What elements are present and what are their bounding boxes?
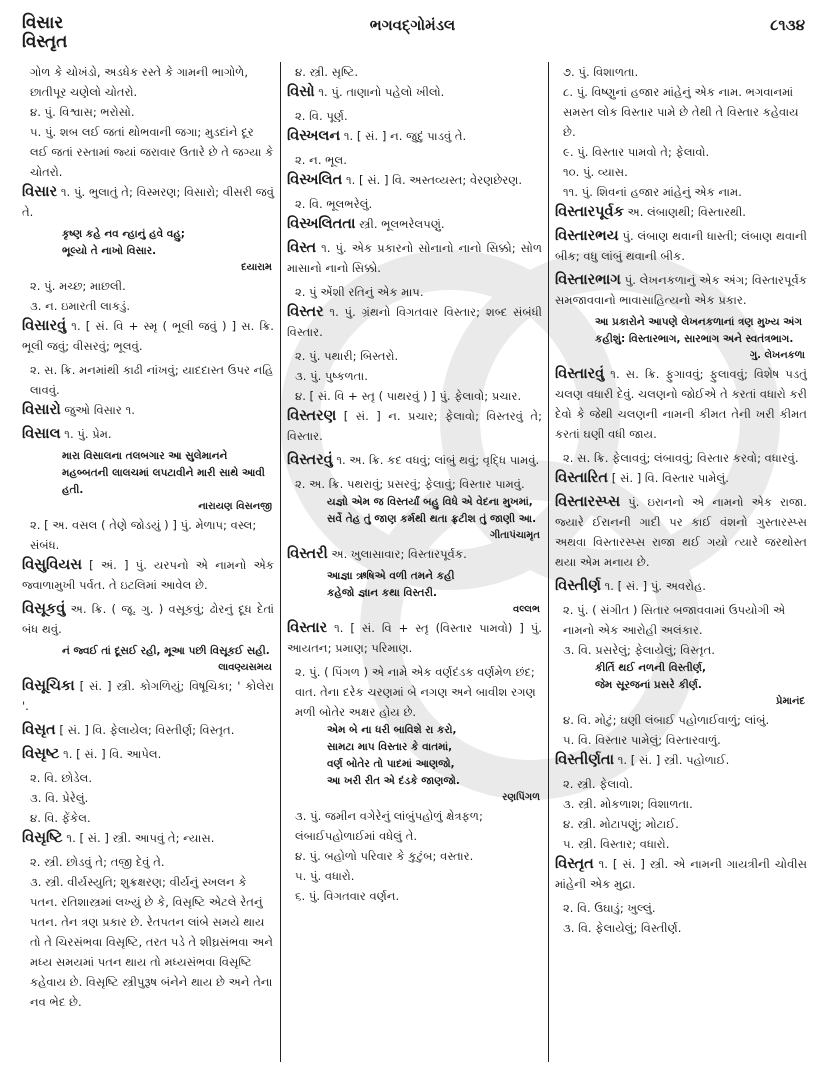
dictionary-entry	[22, 676, 274, 716]
sense-definition: ૨. વિ. છોડેલ.	[30, 771, 93, 785]
sense-definition: ૪. વિ. મોટું; ઘણી લંબાઈ પહોળાઈવાળું; લાંબું.	[563, 713, 770, 727]
definition-text: ૧. પું. પ્રેમ.	[60, 427, 112, 441]
definition-text: ૧. [ સં. ] વિ. અસ્તવ્યસ્ત; વેરણછેરણ.	[342, 173, 523, 187]
dictionary-entry	[287, 214, 542, 234]
page-header	[0, 14, 825, 54]
sense-definition: ૩. સ્ત્રી. વીર્યસ્યુતિ; શુક્રક્ષરણ; વીર્યનું સ્ખલન કે પતન. રતિશાસ્ત્રમાં લખ્યું છે કે, વિસૃષ્ટિ એટલે રેતનું પતન. તેન ત્રણ પ્રકાર છે. રેતપતન લાંબે સમયે થાય તો તે ચિરસંભવા વિસૃષ્ટિ, તરત પડે તે શીઘ્રસંભવા અને મધ્ય સમયમાં પતન થાય તો મધ્યસંભવા વિસૃષ્ટિ કહેવાય છે. વિસૃષ્ટિ સ્ત્રીપુરૂષ બંનેને થાય છે અને તેના નવ ભેદ છે.	[30, 875, 273, 1009]
quote-attribution: નારાયણ વિસનજી	[198, 501, 272, 512]
sense-definition: ૨. પું એંશી રતિનું એક માપ.	[295, 285, 424, 299]
dictionary-entry	[22, 744, 274, 764]
dictionary-entry	[555, 202, 807, 222]
definition-text: અ. લંબાણથી; વિસ્તારથી.	[623, 205, 746, 219]
sense-definition: ૩. પું. પુષ્કળતા.	[295, 369, 368, 383]
quote-attribution: ગુ. લેખનકળા	[749, 350, 805, 361]
dictionary-entry	[287, 302, 542, 342]
sense-definition: ૧૧. પું. શિવનાં હજાર માંહેનું એક નામ.	[563, 185, 742, 199]
headword: વિસ્ખલન	[287, 128, 341, 144]
dictionary-entry	[287, 406, 542, 446]
headword: વિસો	[287, 84, 315, 100]
dictionary-entry	[555, 468, 807, 488]
headword: વિસ્તરવું	[287, 452, 333, 468]
definition-text: પું. લેખનકળાનું એક અંગ; વિસ્તારપૂર્વક સમજાવવાનો ભાવાસાહિત્યનો એક પ્રકાર.	[555, 273, 807, 307]
definition-text: સ્ત્રી. ભૂલભરેલપણું.	[355, 217, 445, 231]
dictionary-entry	[555, 364, 807, 444]
dictionary-entry	[287, 170, 542, 190]
definition-text: ૧. [ સં. ] વિ. આપેલ.	[59, 747, 162, 761]
definition-text: ૧. [ સં. ] સ્ત્રી. પહોળાઈ.	[614, 753, 730, 767]
headword: વિસ્ખલિત	[287, 172, 343, 188]
definition-text: ૧. [ સં. વિ + સ્મૃ ( ભૂલી જવું ) ] સ. ક્રિ. ભૂલી જવું; વીસરવું; ભૂલવું.	[22, 319, 274, 353]
headword: વિસૃષ્ટિ	[22, 830, 63, 846]
definition-text: [ સં. ] સ્ત્રી. કોગળિયું; વિષૂચિકા; ' કોલેરા '.	[22, 679, 274, 713]
sense-definition: ૫. પું. વધારો.	[295, 869, 355, 883]
dictionary-entry	[287, 126, 542, 146]
sense-definition: ૫. પું. શબ લઈ જતાં થોભવાની જગા; મુડદાંને દૂર લઈ જતાં રસ્તામાં જ્યાં જરાવાર ઉતારે છે તે જગ્યા કે ચોતરો.	[30, 125, 274, 179]
dictionary-entry	[287, 618, 542, 658]
sense-definition: ૫. વિ. વિસ્તાર પામેલું; વિસ્તારવાળું.	[563, 733, 721, 747]
dictionary-entry	[287, 82, 542, 102]
definition-text: અ. ક્રિ. ( જૂ. ગુ. ) વસૂકવું; ઢોરનું દૂધ દેતાં બંધ થવું.	[22, 602, 274, 636]
sense-definition: ૩. વિ. પ્રેરેલું.	[30, 791, 89, 805]
definition-text: ૧. [ સં. વિ + સ્તૃ (વિસ્તાર પામવો) ] પું. આયતન; પ્રમાણ; પરિમાણ.	[287, 621, 542, 655]
definition-text: પું. લંબાણ થવાની ધાસ્તી; લંબાણ થવાની બીક; વધુ લાંબું થવાની બીક.	[555, 229, 807, 263]
headword: વિસ્તારવું	[555, 366, 605, 382]
headword: વિસ્તારભાગ	[555, 272, 621, 288]
sense-definition: ૨. ન. ભૂલ.	[295, 153, 347, 167]
quotation: આ પ્રકારોને આપણે લેખનકળાનાં ત્રણ મુખ્ય અંગ કહીશું: વિસ્તારભાગ, સારભાગ અને સ્વતંત્રભાગ.	[595, 316, 802, 345]
sense-definition: ૩. પું. જમીન વગેરેનું લાંબુંપહોળું ક્ષેત્રફળ; લંબાઈપહોળાઈમાં વધેલું તે.	[295, 809, 483, 843]
sense-definition: ૨. સ્ત્રી. છોડવું તે; તજી દેવું તે.	[30, 855, 165, 869]
definition-text: જુઓ વિસાર ૧.	[60, 403, 135, 417]
headword: વિસ્તારિત	[555, 470, 609, 486]
definition-text: [ અં. ] પું. યરપનો એ નામનો એક જ્વાળામુખી પર્વત. તે ઇટલિમાં આવેલ છે.	[22, 558, 274, 592]
sense-definition: ૨. વિ. ભૂલભરેલું.	[295, 197, 373, 211]
dictionary-entry	[22, 555, 274, 595]
headword: વિસારવું	[22, 318, 67, 334]
sense-definition: ૪. વિ. ફેંકેલ.	[30, 811, 91, 825]
headword: વિસુવિયસ	[22, 557, 82, 573]
quotation: આજ્ઞા ઋષિએ વળી તમને કહી	[327, 570, 455, 582]
sense-definition: ૨. વિ. પૂર્ણ.	[295, 109, 348, 123]
headword: વિસૃત	[22, 722, 56, 738]
sense-definition: ૪. સ્ત્રી. મોટાપણું; મોટાઈ.	[563, 817, 679, 831]
quotation: ભૂલ્યો તે નાખો વિસાર.	[62, 245, 157, 257]
continued-definition: ગોળ કે ચોખંડો, અડધેક રસ્તે કે ગામની ભાગોળે, છાતીપૂર ચણેલો ચોતરો.	[30, 65, 249, 99]
headword: વિસ્તીર્ણ	[555, 578, 601, 594]
quote-attribution: વલ્લભ	[513, 604, 540, 615]
dictionary-columns	[18, 62, 813, 1072]
definition-text: [ સં. ] વિ. વિસ્તાર પામેલું.	[608, 471, 729, 485]
headword: વિસ્તૃત	[555, 856, 594, 872]
headword: વિસૂકવું	[22, 601, 66, 617]
sense-definition: ૬. પું. વિગતવાર વર્ણન.	[295, 889, 400, 903]
sense-definition: ૨. સ. ક્રિ. ફેલાવવું; લંબાવવું; વિસ્તાર કરવો; વધારવું.	[563, 451, 799, 465]
definition-text: ૧. [ સં. ] સ્ત્રી. આપવું તે; ન્યાસ.	[62, 831, 215, 845]
dictionary-entry	[555, 492, 807, 572]
quote-attribution: લાવણ્યસમય	[218, 662, 272, 673]
sense-definition: ૨. સ્ત્રી. ફેલાવો.	[563, 777, 633, 791]
definition-text: અ. ખુલાસાવાર; વિસ્તારપૂર્વક.	[327, 547, 467, 561]
dictionary-entry	[287, 544, 542, 564]
definition-text: ૧. પું. ગ્રંથનો વિગતવાર વિસ્તાર; શબ્દ સંબંધી વિસ્તાર.	[287, 305, 542, 339]
sense-definition: ૪. પું. બહોળો પરિવાર કે કુટુંબ; વસ્તાર.	[295, 849, 474, 863]
sense-definition: ૩. સ્ત્રી. મોકળાશ; વિશાળતા.	[563, 797, 693, 811]
headword: વિસ્તારભય	[555, 228, 619, 244]
dictionary-entry	[22, 182, 274, 222]
sense-definition: ૩. વિ. પ્રસરેલું; ફેલાયેલું; વિસ્તૃત.	[563, 643, 715, 657]
definition-text: ૧. અ. ક્રિ. કદ વધવું; લાંબું થવું; વૃદ્ધિ પામવું.	[332, 453, 540, 467]
headword: વિસ્તારસ્પ્સ	[555, 494, 621, 510]
headword: વિસ્તાર	[287, 620, 328, 636]
sense-definition: ૩. ન. ઇમારતી લાકડું.	[30, 299, 131, 313]
headword: વિસારો	[22, 402, 61, 418]
quotation: કૃષ્ણ કહે નવ ન્હાનું હવે વહુ;	[62, 228, 185, 240]
sense-definition: ૨. પું. મચ્છ; માછલી.	[30, 279, 126, 293]
dictionary-entry	[555, 750, 807, 770]
quotation: સામટા માપ વિસ્તાર કે વાતમાં,	[327, 741, 453, 753]
sense-definition: ૩. વિ. ફેલાયેલું; વિસ્તીર્ણ.	[563, 921, 682, 935]
dictionary-entry	[555, 226, 807, 266]
quotation: વર્ણ બોતેર તો પાદમાં આણજો,	[327, 758, 455, 770]
sense-definition: ૨. સ. ક્રિ. મનમાંથી કાઢી નાંખવું; યાદદાસ્ત ઉપર નહિ લાવવું.	[30, 363, 274, 397]
sense-definition: ૨. વિ. ઉઘાડું; ખુલ્લું.	[563, 901, 656, 915]
definition-text: ૧. [ સં. ] પું. અવરોહ.	[600, 579, 706, 593]
sense-definition: ૯. પું. વિસ્તાર પામવો તે; ફેલાવો.	[563, 145, 710, 159]
headword: વિસ્તીર્ણતા	[555, 752, 615, 768]
sense-definition: ૪. [ સં. વિ + સ્તૃ ( પાથરવું ) ] પું. ફેલાવો; પ્રચાર.	[295, 389, 522, 403]
sense-definition: ૨. [ અ. વસલ ( તેણે જોડયું ) ] પું. મેળાપ; વસ્લ; સંબંધ.	[30, 518, 257, 552]
definition-text: પું. ઇરાનનો એ નામનો એક રાજા. જ્યારે ઈરાનની ગાદી પર કાઈ વંશનો ગુસ્તારસ્પ્સ અથવા વિસ્તારસ્પ્સ રાજા થઈ ગયો ત્યારે જરથોસ્ત થયા એમ મનાય છે.	[555, 495, 807, 569]
quotation: કીર્તિ થઈ નળની વિસ્તીર્ણ,	[595, 662, 706, 674]
dictionary-entry	[555, 270, 807, 310]
dictionary-title: ભગવદ્ગોમંડલ	[369, 16, 456, 34]
quotation: નં જ્વઈ તાં દૂસઈ રહી, મૂઆ પછી વિસૂકઈ સહી.	[62, 645, 270, 657]
quotation: યજ્ઞો એમ જ વિસ્તર્યાં બહુ વિધે એ વેદના મુખમાં, સર્વે તેહ તું જાણ કર્મથી થતા ફ્રટીશ તું જાણી આ.	[327, 496, 537, 525]
quote-attribution: રણપિંગળ	[502, 792, 540, 803]
dictionary-entry	[22, 400, 274, 420]
quote-attribution: પ્રેમાનંદ	[775, 696, 805, 707]
guide-word-first: વિસાર	[22, 13, 64, 33]
definition-text: ૧. [ સં. ] સ્ત્રી. એ નામની ગાયત્રીની ચોવીસ માંહેની એક મુદ્રા.	[555, 857, 807, 891]
definition-text: [ સં. ] ન. પ્રચાર; ફેલાવો; વિસ્તરવું તે; વિસ્તાર.	[287, 409, 542, 443]
sense-definition: ૨. અ. ક્રિ. પથરાવું; પ્રસરવું; ફેલાવું; વિસ્તાર પામવું.	[295, 477, 525, 491]
sense-definition: ૮. પું. વિષ્ણુનાં હજાર માંહેનું એક નામ. ભગવાનમાં સમસ્ત લોક વિસ્તાર પામે છે તેથી તે વિસ્તાર કહેવાય છે.	[563, 85, 799, 139]
quotation: આ ખરી રીત એ દંડકે જાણજો.	[327, 775, 460, 787]
sense-definition: ૨. પું. ( પિંગળ ) એ નામે એક વર્ણદંડક વર્ણમેળ છંદ; વાત. તેના દરેક ચરણમાં બે નગણ અને બાવીશ રગણ મળી બોતેર અક્ષર હોય છે.	[295, 665, 536, 719]
sense-definition: ૧૦. પું. વ્યાસ.	[563, 165, 628, 179]
headword: વિસૂચિકા	[22, 678, 75, 694]
definition-text: ૧. પું. એક પ્રકારનો સોનાનો નાનો સિક્કો; સોળ માસાનો નાનો સિક્કો.	[287, 241, 542, 275]
sense-definition: ૨. પું. ( સંગીત ) સિતાર બજાવવામાં ઉપયોગી એ નામનો એક આરોહી અલંકાર.	[563, 603, 786, 637]
definition-text: ૧. [ સં. ] ન. જુદું પાડવું તે.	[340, 129, 467, 143]
definition-text: ૧. પું. ભુલાતું તે; વિસ્મરણ; વિસારો; વીસરી જવું તે.	[22, 185, 274, 219]
column-3	[549, 62, 813, 1072]
headword: વિસ્તર	[287, 304, 324, 320]
dictionary-entry	[22, 424, 274, 444]
quote-attribution: દયારામ	[241, 262, 272, 273]
sense-definition: ૪. પું. વિશ્વાસ; ભરોસો.	[30, 105, 135, 119]
headword: વિસાલ	[22, 426, 61, 442]
sense-definition: ૪. સ્ત્રી. સૃષ્ટિ.	[295, 65, 359, 79]
dictionary-entry	[555, 854, 807, 894]
dictionary-entry	[22, 828, 274, 848]
headword: વિસાર	[22, 184, 58, 200]
headword: વિસ્ખલિતતા	[287, 216, 356, 232]
column-1	[18, 62, 280, 1072]
definition-text: [ સં. ] વિ. ફેલાયેલ; વિસ્તીર્ણ; વિસ્તૃત.	[55, 723, 235, 737]
dictionary-entry	[22, 720, 274, 740]
dictionary-entry	[287, 450, 542, 470]
sense-definition: ૭. પું. વિશાળતા.	[563, 65, 639, 79]
column-2	[280, 62, 549, 1062]
headword: વિસ્તરણ	[287, 408, 337, 424]
definition-text: ૧. સ. ક્રિ. ફુગાવવું; ફુલાવવું; વિશેષ પડતું ચલણ વધારી દેવું. ચલણનો જોઈએ તે કરતાં વધારો કરી દેવો કે જેથી ચલણની નામની કીમત તેની ખરી કીમત કરતાં ઘણી વધી જાય.	[555, 367, 807, 441]
headword: વિસ્તારપૂર્વક	[555, 204, 624, 220]
quotation: એમ બે ના ધરી બાવિશે રા કરો,	[327, 724, 457, 736]
dictionary-entry	[555, 576, 807, 596]
sense-definition: ૨. પું. પથારી; બિસ્તરો.	[295, 349, 399, 363]
definition-text: ૧. પું. તાણાનો પહેલો ખીલો.	[314, 85, 445, 99]
headword: વિસૃષ્ટ	[22, 746, 60, 762]
dictionary-entry	[22, 599, 274, 639]
quotation: મારા વિસાલના તલબગાર આ સુલેમાનને મહબ્બતની લાલચમાં લપટાવીને મારી સાથે આવી હતી.	[62, 450, 265, 496]
headword: વિસ્ત	[287, 240, 317, 256]
sense-definition: ૫. સ્ત્રી. વિસ્તાર; વધારો.	[563, 837, 670, 851]
quotation: જેમ સૂરજનાં પ્રસરે કીર્ણ.	[595, 679, 702, 691]
dictionary-entry	[287, 238, 542, 278]
page-number: ૮૧૩૪	[770, 16, 805, 34]
quote-attribution: ગીતાપંચામૃત	[490, 530, 540, 541]
guide-word-last: વિસ્તૃત	[22, 32, 68, 52]
dictionary-entry	[22, 316, 274, 356]
headword: વિસ્તરી	[287, 546, 328, 562]
quotation: કહેજો જ્ઞાન કથા વિસ્તરી.	[327, 587, 437, 599]
